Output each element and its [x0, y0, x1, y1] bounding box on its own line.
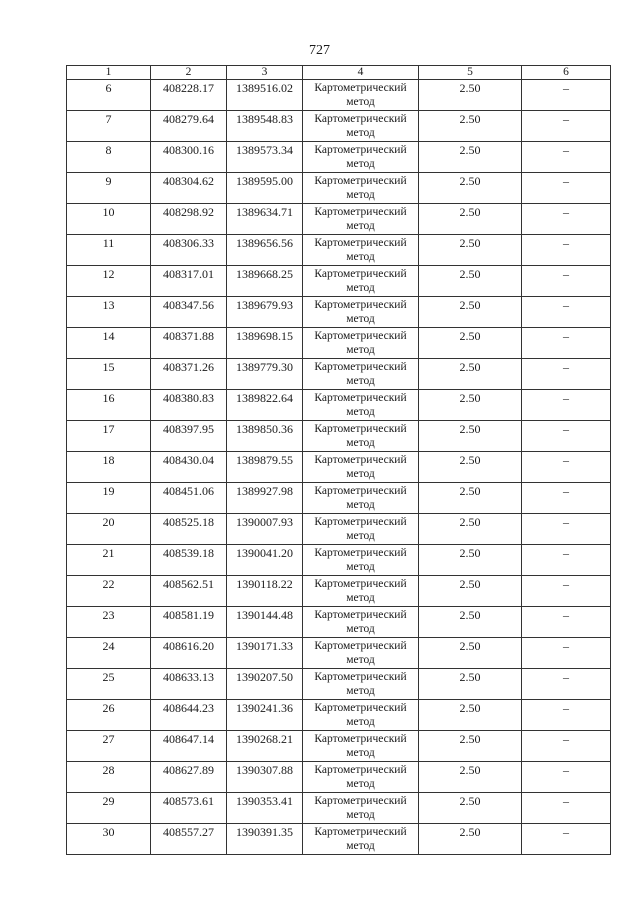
y-coordinate-cell: 1390041.20 [227, 545, 303, 576]
x-coordinate-cell: 408380.83 [151, 390, 227, 421]
table-row [67, 328, 611, 359]
description-cell: – [522, 607, 611, 638]
x-coordinate-cell: 408557.27 [151, 824, 227, 855]
description-cell: – [522, 700, 611, 731]
method-cell: Картометрический метод [303, 173, 419, 204]
description-cell: – [522, 173, 611, 204]
x-coordinate-cell: 408539.18 [151, 545, 227, 576]
method-cell: Картометрический метод [303, 142, 419, 173]
y-coordinate-cell: 1390268.21 [227, 731, 303, 762]
method-cell: Картометрический метод [303, 638, 419, 669]
accuracy-cell: 2.50 [419, 111, 522, 142]
accuracy-cell: 2.50 [419, 607, 522, 638]
x-coordinate-cell: 408633.13 [151, 669, 227, 700]
table-row [67, 483, 611, 514]
y-coordinate-cell: 1389927.98 [227, 483, 303, 514]
accuracy-cell: 2.50 [419, 576, 522, 607]
description-cell: – [522, 762, 611, 793]
y-coordinate-cell: 1390007.93 [227, 514, 303, 545]
y-coordinate-cell: 1390353.41 [227, 793, 303, 824]
x-coordinate-cell: 408627.89 [151, 762, 227, 793]
point-number-cell: 26 [67, 700, 151, 731]
method-cell: Картометрический метод [303, 824, 419, 855]
point-number-cell: 29 [67, 793, 151, 824]
x-coordinate-cell: 408304.62 [151, 173, 227, 204]
y-coordinate-cell: 1390171.33 [227, 638, 303, 669]
y-coordinate-cell: 1389548.83 [227, 111, 303, 142]
point-number-cell: 9 [67, 173, 151, 204]
point-number-cell: 7 [67, 111, 151, 142]
accuracy-cell: 2.50 [419, 762, 522, 793]
accuracy-cell: 2.50 [419, 173, 522, 204]
x-coordinate-cell: 408347.56 [151, 297, 227, 328]
column-header: 6 [522, 66, 611, 80]
coordinates-table [66, 65, 611, 855]
table-row [67, 545, 611, 576]
point-number-cell: 10 [67, 204, 151, 235]
point-number-cell: 17 [67, 421, 151, 452]
x-coordinate-cell: 408306.33 [151, 235, 227, 266]
description-cell: – [522, 545, 611, 576]
point-number-cell: 12 [67, 266, 151, 297]
description-cell: – [522, 390, 611, 421]
table-row [67, 421, 611, 452]
method-cell: Картометрический метод [303, 514, 419, 545]
y-coordinate-cell: 1389779.30 [227, 359, 303, 390]
description-cell: – [522, 576, 611, 607]
accuracy-cell: 2.50 [419, 824, 522, 855]
y-coordinate-cell: 1389698.15 [227, 328, 303, 359]
x-coordinate-cell: 408371.26 [151, 359, 227, 390]
description-cell: – [522, 514, 611, 545]
point-number-cell: 25 [67, 669, 151, 700]
x-coordinate-cell: 408371.88 [151, 328, 227, 359]
x-coordinate-cell: 408644.23 [151, 700, 227, 731]
table-row [67, 452, 611, 483]
table-row [67, 638, 611, 669]
x-coordinate-cell: 408573.61 [151, 793, 227, 824]
table-row [67, 607, 611, 638]
point-number-cell: 28 [67, 762, 151, 793]
point-number-cell: 6 [67, 80, 151, 111]
method-cell: Картометрический метод [303, 359, 419, 390]
y-coordinate-cell: 1389595.00 [227, 173, 303, 204]
y-coordinate-cell: 1389850.36 [227, 421, 303, 452]
accuracy-cell: 2.50 [419, 421, 522, 452]
table-header-row [67, 66, 611, 80]
method-cell: Картометрический метод [303, 700, 419, 731]
point-number-cell: 13 [67, 297, 151, 328]
description-cell: – [522, 204, 611, 235]
accuracy-cell: 2.50 [419, 142, 522, 173]
table-row [67, 359, 611, 390]
table-row [67, 762, 611, 793]
x-coordinate-cell: 408228.17 [151, 80, 227, 111]
point-number-cell: 23 [67, 607, 151, 638]
point-number-cell: 22 [67, 576, 151, 607]
y-coordinate-cell: 1390207.50 [227, 669, 303, 700]
method-cell: Картометрический метод [303, 421, 419, 452]
point-number-cell: 15 [67, 359, 151, 390]
point-number-cell: 8 [67, 142, 151, 173]
method-cell: Картометрический метод [303, 80, 419, 111]
point-number-cell: 21 [67, 545, 151, 576]
description-cell: – [522, 142, 611, 173]
y-coordinate-cell: 1389879.55 [227, 452, 303, 483]
column-header: 3 [227, 66, 303, 80]
table-row [67, 204, 611, 235]
accuracy-cell: 2.50 [419, 669, 522, 700]
x-coordinate-cell: 408300.16 [151, 142, 227, 173]
description-cell: – [522, 824, 611, 855]
description-cell: – [522, 266, 611, 297]
method-cell: Картометрический метод [303, 545, 419, 576]
table-row [67, 173, 611, 204]
accuracy-cell: 2.50 [419, 235, 522, 266]
point-number-cell: 16 [67, 390, 151, 421]
y-coordinate-cell: 1389634.71 [227, 204, 303, 235]
y-coordinate-cell: 1390391.35 [227, 824, 303, 855]
column-header: 5 [419, 66, 522, 80]
accuracy-cell: 2.50 [419, 266, 522, 297]
method-cell: Картометрический метод [303, 204, 419, 235]
accuracy-cell: 2.50 [419, 700, 522, 731]
point-number-cell: 30 [67, 824, 151, 855]
y-coordinate-cell: 1390307.88 [227, 762, 303, 793]
accuracy-cell: 2.50 [419, 793, 522, 824]
accuracy-cell: 2.50 [419, 731, 522, 762]
point-number-cell: 24 [67, 638, 151, 669]
description-cell: – [522, 638, 611, 669]
x-coordinate-cell: 408525.18 [151, 514, 227, 545]
y-coordinate-cell: 1389656.56 [227, 235, 303, 266]
accuracy-cell: 2.50 [419, 390, 522, 421]
description-cell: – [522, 80, 611, 111]
table-row [67, 266, 611, 297]
description-cell: – [522, 297, 611, 328]
x-coordinate-cell: 408430.04 [151, 452, 227, 483]
x-coordinate-cell: 408298.92 [151, 204, 227, 235]
method-cell: Картометрический метод [303, 793, 419, 824]
page-number: 727 [309, 43, 330, 58]
table-row [67, 514, 611, 545]
y-coordinate-cell: 1390144.48 [227, 607, 303, 638]
point-number-cell: 11 [67, 235, 151, 266]
table-row [67, 793, 611, 824]
x-coordinate-cell: 408562.51 [151, 576, 227, 607]
x-coordinate-cell: 408581.19 [151, 607, 227, 638]
x-coordinate-cell: 408317.01 [151, 266, 227, 297]
accuracy-cell: 2.50 [419, 80, 522, 111]
table-row [67, 700, 611, 731]
table-row [67, 235, 611, 266]
y-coordinate-cell: 1390241.36 [227, 700, 303, 731]
y-coordinate-cell: 1390118.22 [227, 576, 303, 607]
y-coordinate-cell: 1389573.34 [227, 142, 303, 173]
method-cell: Картометрический метод [303, 111, 419, 142]
accuracy-cell: 2.50 [419, 514, 522, 545]
x-coordinate-cell: 408647.14 [151, 731, 227, 762]
accuracy-cell: 2.50 [419, 545, 522, 576]
method-cell: Картометрический метод [303, 328, 419, 359]
table-row [67, 80, 611, 111]
accuracy-cell: 2.50 [419, 483, 522, 514]
x-coordinate-cell: 408451.06 [151, 483, 227, 514]
table-row [67, 111, 611, 142]
point-number-cell: 18 [67, 452, 151, 483]
table-row [67, 297, 611, 328]
method-cell: Картометрический метод [303, 669, 419, 700]
description-cell: – [522, 235, 611, 266]
description-cell: – [522, 483, 611, 514]
accuracy-cell: 2.50 [419, 638, 522, 669]
method-cell: Картометрический метод [303, 483, 419, 514]
description-cell: – [522, 731, 611, 762]
method-cell: Картометрический метод [303, 576, 419, 607]
accuracy-cell: 2.50 [419, 359, 522, 390]
y-coordinate-cell: 1389668.25 [227, 266, 303, 297]
point-number-cell: 14 [67, 328, 151, 359]
method-cell: Картометрический метод [303, 452, 419, 483]
point-number-cell: 19 [67, 483, 151, 514]
column-header: 1 [67, 66, 151, 80]
description-cell: – [522, 111, 611, 142]
accuracy-cell: 2.50 [419, 204, 522, 235]
accuracy-cell: 2.50 [419, 297, 522, 328]
description-cell: – [522, 421, 611, 452]
description-cell: – [522, 669, 611, 700]
method-cell: Картометрический метод [303, 762, 419, 793]
method-cell: Картометрический метод [303, 266, 419, 297]
x-coordinate-cell: 408397.95 [151, 421, 227, 452]
point-number-cell: 27 [67, 731, 151, 762]
description-cell: – [522, 359, 611, 390]
y-coordinate-cell: 1389679.93 [227, 297, 303, 328]
description-cell: – [522, 452, 611, 483]
accuracy-cell: 2.50 [419, 328, 522, 359]
table-row [67, 142, 611, 173]
table-row [67, 390, 611, 421]
point-number-cell: 20 [67, 514, 151, 545]
x-coordinate-cell: 408616.20 [151, 638, 227, 669]
accuracy-cell: 2.50 [419, 452, 522, 483]
column-header: 4 [303, 66, 419, 80]
description-cell: – [522, 328, 611, 359]
y-coordinate-cell: 1389516.02 [227, 80, 303, 111]
method-cell: Картометрический метод [303, 390, 419, 421]
x-coordinate-cell: 408279.64 [151, 111, 227, 142]
description-cell: – [522, 793, 611, 824]
table-row [67, 824, 611, 855]
method-cell: Картометрический метод [303, 235, 419, 266]
method-cell: Картометрический метод [303, 297, 419, 328]
table-body [67, 80, 611, 855]
method-cell: Картометрический метод [303, 731, 419, 762]
column-header: 2 [151, 66, 227, 80]
table-row [67, 731, 611, 762]
y-coordinate-cell: 1389822.64 [227, 390, 303, 421]
table-row [67, 669, 611, 700]
method-cell: Картометрический метод [303, 607, 419, 638]
table-row [67, 576, 611, 607]
